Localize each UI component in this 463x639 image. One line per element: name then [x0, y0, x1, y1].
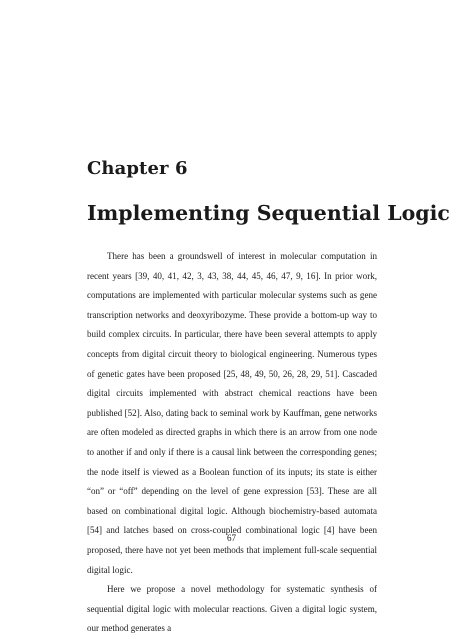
page-number: 67 — [227, 533, 236, 543]
body-text — [87, 247, 377, 639]
chapter-title: Implementing Sequential Logic — [87, 201, 450, 225]
paragraph: There has been a groundswell of interest in molecular computation in recent years [39, 40, 41, 42, 3, 43, 38, 44, 45, 46, 47, 9, 16]. In prior work, computations are implemented with particular molecular systems such as gene transcription networks and deoxyribozyme. These provide a bottom-up way to build complex circuits. In particular, there have been several attempts to apply concepts from digital circuit theory to biological engineering. Numerous types of genetic gates have been proposed [25, 48, 49, 50, 26, 28, 29, 51]. Cascaded digital circuits implemented with abstract chemical reactions have been published [52]. Also, dating back to seminal work by Kauffman, gene networks are often modeled as directed graphs in which there is an arrow from one node to another if and only if there is a causal link between the corresponding genes; the node itself is viewed as a Boolean function of its inputs; its state is either “on” or “off” depending on the level of gene expression [53]. These are all based on combinational digital logic. Although biochemistry-based automata [54] and latches based on cross-coupled combinational logic [4] have been proposed, there have not yet been methods that implement full-scale sequential digital logic. — [87, 251, 377, 575]
paragraph: Here we propose a novel methodology for systematic synthesis of sequential digital logic with molecular reactions. Given a digital logic system, our method generates a — [87, 584, 377, 634]
chapter-label: Chapter 6 — [87, 158, 188, 179]
